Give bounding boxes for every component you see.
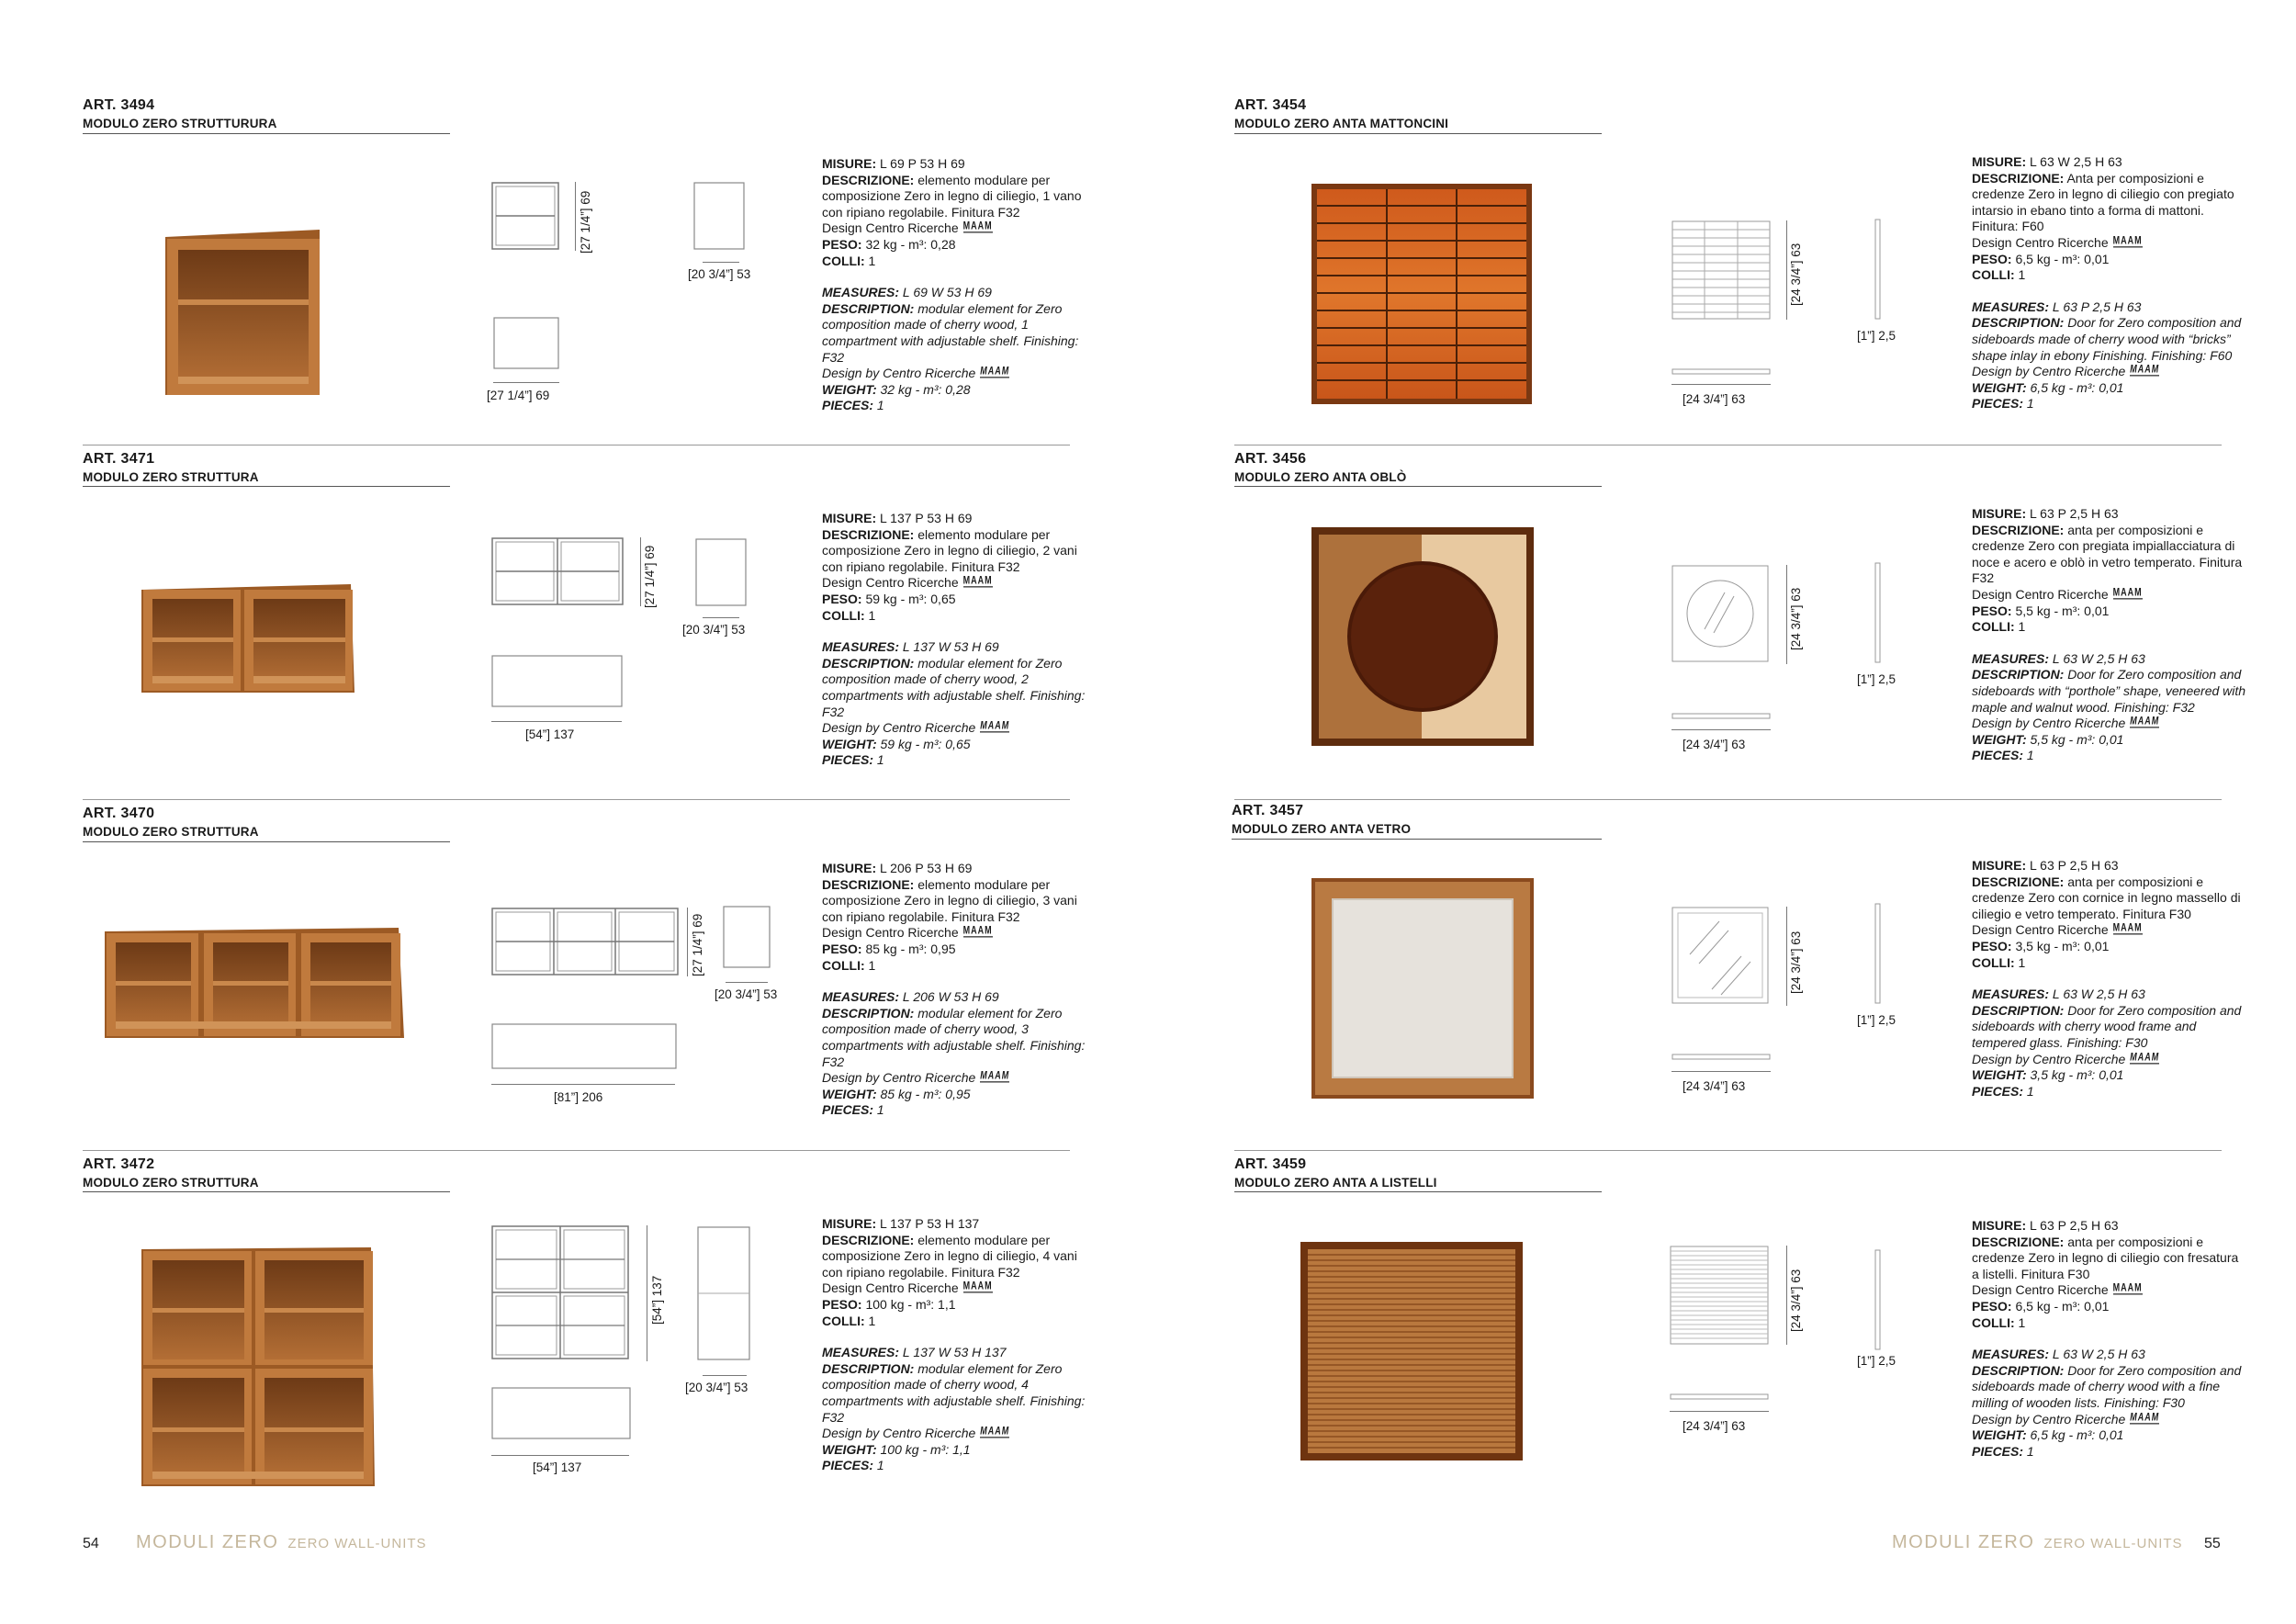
- maam-logo: MAAM: [962, 574, 993, 587]
- width-dim-line: [1671, 1071, 1771, 1072]
- article-code: ART. 3456: [1234, 451, 1307, 467]
- article-name: MODULO ZERO STRUTTURA: [83, 1176, 259, 1190]
- maam-logo: MAAM: [2112, 586, 2143, 599]
- product-photo: [1300, 1242, 1523, 1460]
- plan-view-drawing: [1671, 712, 1773, 721]
- article-name: MODULO ZERO ANTA OBLÒ: [1234, 470, 1407, 484]
- article-code: ART. 3454: [1234, 97, 1307, 113]
- front-elevation-drawing: [1671, 565, 1771, 664]
- front-elevation-drawing: [491, 1225, 631, 1361]
- maam-logo: MAAM: [962, 924, 993, 937]
- depth-dimension: [20 3/4”] 53: [682, 623, 746, 637]
- plan-view-drawing: [493, 317, 559, 370]
- side-elevation-drawing: [723, 906, 772, 970]
- product-photo: [1311, 527, 1534, 746]
- header-rule: [1234, 133, 1602, 134]
- article-name: MODULO ZERO ANTA VETRO: [1232, 822, 1412, 836]
- footer-left: [136, 1532, 427, 1553]
- article-name: MODULO ZERO STRUTTURA: [83, 825, 259, 839]
- side-elevation-drawing: [693, 182, 747, 251]
- maam-logo: MAAM: [2130, 715, 2160, 727]
- depth-dim-line: [703, 617, 739, 618]
- width-dimension: [54”] 137: [525, 727, 575, 741]
- depth-dim-line: [703, 1375, 747, 1376]
- article-name: MODULO ZERO ANTA MATTONCINI: [1234, 117, 1449, 130]
- footer-right: [1892, 1532, 2183, 1553]
- description-block: MISURE: L 69 P 53 H 69 DESCRIZIONE: elemento modulare per composizione Zero in legno di ciliegio, 1 vano con ripiano regolabile. Finitura F32 Design Centro Ricerche MAAM PESO: 32 kg - m³: 0,28 COLLI: 1 MEASURES: L 69 W 53 H 69 DESCRIPTION: modular element for Zero composition made of cherry wood, 1 compartment with adjustable shelf. Finishing: F32 Design by Centro Ricerche MAAM WEIGHT: 32 kg - m³: 0,28 PIECES: 1: [822, 156, 1082, 413]
- width-dim-line: [493, 382, 559, 383]
- maam-logo: MAAM: [2130, 363, 2160, 376]
- article-code: ART. 3494: [83, 97, 155, 113]
- width-dim-line: [491, 1455, 629, 1456]
- article-code: ART. 3457: [1232, 803, 1304, 818]
- depth-dim-line: [703, 262, 739, 263]
- article-name: MODULO ZERO STRUTTURURA: [83, 117, 277, 130]
- height-dimension: [54”] 137: [650, 1275, 664, 1325]
- product-photo: [1311, 184, 1532, 404]
- description-block: MISURE: L 63 P 2,5 H 63 DESCRIZIONE: anta per composizioni e credenze Zero con cornice in legno massello di ciliegio e vetro temperato. Finitura F30 Design Centro Ricerche MAAM PESO: 3,5 kg - m³: 0,01 COLLI: 1 MEASURES: L 63 W 2,5 H 63 DESCRIPTION: Door for Zero composition and sideboards with cherry wood frame and tempered glass. Finishing: F30 Design by Centro Ricerche MAAM WEIGHT: 3,5 kg - m³: 0,01 PIECES: 1: [1972, 858, 2242, 1099]
- side-elevation-drawing: [1874, 562, 1883, 665]
- side-elevation-drawing: [1874, 219, 1883, 321]
- article-code: ART. 3459: [1234, 1156, 1307, 1172]
- maam-logo: MAAM: [2130, 1050, 2160, 1063]
- footer-subtitle: ZERO WALL-UNITS: [2043, 1536, 2183, 1551]
- maam-logo: MAAM: [962, 1280, 993, 1292]
- height-dim-line: [640, 537, 641, 606]
- product-photo: [103, 928, 406, 1040]
- footer-subtitle: ZERO WALL-UNITS: [287, 1536, 427, 1551]
- height-dimension: [24 3/4”] 63: [1789, 242, 1803, 306]
- header-rule: [83, 133, 450, 134]
- plan-view-drawing: [491, 1387, 633, 1440]
- height-dim-line: [1786, 1246, 1787, 1345]
- front-elevation-drawing: [491, 537, 625, 606]
- width-dim-line: [491, 721, 622, 722]
- article-name: MODULO ZERO ANTA A LISTELLI: [1234, 1176, 1437, 1190]
- maam-logo: MAAM: [980, 719, 1010, 732]
- plan-view-drawing: [1670, 1393, 1771, 1402]
- header-rule: [1232, 839, 1602, 840]
- article-code: ART. 3470: [83, 806, 155, 821]
- maam-logo: MAAM: [2130, 1410, 2160, 1423]
- header-rule: [83, 841, 450, 842]
- height-dim-line: [1786, 220, 1787, 320]
- product-photo: [140, 584, 356, 694]
- front-elevation-drawing: [1670, 1246, 1771, 1347]
- depth-dim-line: [726, 982, 768, 983]
- side-elevation-drawing: [695, 538, 748, 607]
- width-dim-line: [1671, 729, 1771, 730]
- section-separator: [1234, 1150, 2222, 1151]
- height-dimension: [27 1/4”] 69: [691, 913, 704, 976]
- product-photo: [160, 230, 325, 402]
- maam-logo: MAAM: [2112, 234, 2143, 247]
- header-rule: [83, 1191, 450, 1192]
- article-name: MODULO ZERO STRUTTURA: [83, 470, 259, 484]
- maam-logo: MAAM: [980, 1425, 1010, 1438]
- front-elevation-drawing: [491, 182, 560, 251]
- width-dimension: [24 3/4”] 63: [1683, 1419, 1746, 1433]
- height-dimension: [24 3/4”] 63: [1789, 930, 1803, 994]
- footer-title: MODULI ZERO: [136, 1532, 279, 1552]
- article-code: ART. 3472: [83, 1156, 155, 1172]
- footer-title: MODULI ZERO: [1892, 1532, 2035, 1552]
- product-photo: [1311, 878, 1534, 1099]
- width-dim-line: [491, 1084, 675, 1085]
- maam-logo: MAAM: [2112, 1281, 2143, 1294]
- front-elevation-drawing: [1671, 907, 1771, 1006]
- maam-logo: MAAM: [2112, 921, 2143, 934]
- width-dimension: [24 3/4”] 63: [1683, 392, 1746, 406]
- front-elevation-drawing: [1671, 220, 1773, 321]
- maam-logo: MAAM: [962, 220, 993, 232]
- depth-dimension: [1”] 2,5: [1857, 672, 1896, 686]
- depth-dimension: [20 3/4”] 53: [685, 1381, 748, 1394]
- width-dimension: [27 1/4”] 69: [487, 389, 550, 402]
- width-dimension: [24 3/4”] 63: [1683, 738, 1746, 751]
- depth-dimension: [1”] 2,5: [1857, 1354, 1896, 1368]
- article-code: ART. 3471: [83, 451, 155, 467]
- width-dim-line: [1670, 1411, 1769, 1412]
- plan-view-drawing: [1671, 367, 1773, 377]
- height-dim-line: [1786, 565, 1787, 664]
- page-number-left: 54: [83, 1536, 99, 1551]
- depth-dimension: [20 3/4”] 53: [715, 987, 778, 1001]
- maam-logo: MAAM: [980, 365, 1010, 378]
- side-elevation-drawing: [1874, 903, 1883, 1006]
- section-separator: [1234, 799, 2222, 800]
- description-block: MISURE: L 63 P 2,5 H 63 DESCRIZIONE: anta per composizioni e credenze Zero con pregiata impiallacciatura di noce e acero e oblò in vetro temperato. Finitura F32 Design Centro Ricerche MAAM PESO: 5,5 kg - m³: 0,01 COLLI: 1 MEASURES: L 63 W 2,5 H 63 DESCRIPTION: Door for Zero composition and sideboards with “porthole” shape, veneered with maple and walnut wood. Finishing: F32 Design by Centro Ricerche MAAM WEIGHT: 5,5 kg - m³: 0,01 PIECES: 1: [1972, 506, 2246, 763]
- side-elevation-drawing: [1874, 1249, 1883, 1352]
- width-dimension: [81”] 206: [554, 1090, 603, 1104]
- height-dim-line: [1786, 907, 1787, 1006]
- header-rule: [1234, 486, 1602, 487]
- description-block: MISURE: L 206 P 53 H 69 DESCRIZIONE: elemento modulare per composizione Zero in legno di ciliegio, 3 vani con ripiano regolabile. Finitura F32 Design Centro Ricerche MAAM PESO: 85 kg - m³: 0,95 COLLI: 1 MEASURES: L 206 W 53 H 69 DESCRIPTION: modular element for Zero composition made of cherry wood, 3 compartments with adjustable shelf. Finishing: F32 Design by Centro Ricerche MAAM WEIGHT: 85 kg - m³: 0,95 PIECES: 1: [822, 861, 1086, 1118]
- height-dimension: [24 3/4”] 63: [1789, 1269, 1803, 1332]
- section-separator: [83, 799, 1070, 800]
- section-separator: [83, 1150, 1070, 1151]
- depth-dimension: [1”] 2,5: [1857, 329, 1896, 343]
- side-elevation-drawing: [697, 1226, 752, 1362]
- description-block: MISURE: L 63 P 2,5 H 63 DESCRIZIONE: anta per composizioni e credenze Zero in legno di ciliegio con fresatura a listelli. Finitura F30 Design Centro Ricerche MAAM PESO: 6,5 kg - m³: 0,01 COLLI: 1 MEASURES: L 63 W 2,5 H 63 DESCRIPTION: Door for Zero composition and sideboards made of cherry wood with a fine milling of wooden lists. Finishing: F30 Design by Centro Ricerche MAAM WEIGHT: 6,5 kg - m³: 0,01 PIECES: 1: [1972, 1218, 2242, 1459]
- maam-logo: MAAM: [980, 1069, 1010, 1082]
- header-rule: [1234, 1191, 1602, 1192]
- page-number-right: 55: [2204, 1536, 2221, 1551]
- header-rule: [83, 486, 450, 487]
- description-block: MISURE: L 137 P 53 H 69 DESCRIZIONE: elemento modulare per composizione Zero in legno di ciliegio, 2 vani con ripiano regolabile. Finitura F32 Design Centro Ricerche MAAM PESO: 59 kg - m³: 0,65 COLLI: 1 MEASURES: L 137 W 53 H 69 DESCRIPTION: modular element for Zero composition made of cherry wood, 2 compartments with adjustable shelf. Finishing: F32 Design by Centro Ricerche MAAM WEIGHT: 59 kg - m³: 0,65 PIECES: 1: [822, 511, 1086, 768]
- height-dim-line: [687, 908, 688, 976]
- width-dim-line: [1671, 384, 1771, 385]
- product-photo: [140, 1247, 377, 1488]
- height-dimension: [27 1/4”] 69: [579, 190, 592, 254]
- plan-view-drawing: [491, 655, 624, 708]
- depth-dimension: [1”] 2,5: [1857, 1013, 1896, 1027]
- height-dimension: [27 1/4”] 69: [643, 545, 657, 608]
- width-dimension: [54”] 137: [533, 1460, 582, 1474]
- height-dim-line: [575, 182, 576, 251]
- front-elevation-drawing: [491, 908, 679, 976]
- plan-view-drawing: [1671, 1053, 1773, 1062]
- description-block: MISURE: L 137 P 53 H 137 DESCRIZIONE: elemento modulare per composizione Zero in legno di ciliegio, 4 vani con ripiano regolabile. Finitura F32 Design Centro Ricerche MAAM PESO: 100 kg - m³: 1,1 COLLI: 1 MEASURES: L 137 W 53 H 137 DESCRIPTION: modular element for Zero composition made of cherry wood, 4 compartments with adjustable shelf. Finishing: F32 Design by Centro Ricerche MAAM WEIGHT: 100 kg - m³: 1,1 PIECES: 1: [822, 1216, 1086, 1473]
- depth-dimension: [20 3/4”] 53: [688, 267, 751, 281]
- width-dimension: [24 3/4”] 63: [1683, 1079, 1746, 1093]
- height-dimension: [24 3/4”] 63: [1789, 587, 1803, 650]
- plan-view-drawing: [491, 1023, 677, 1071]
- description-block: MISURE: L 63 W 2,5 H 63 DESCRIZIONE: Anta per composizioni e credenze Zero in legno di ciliegio con pregiato intarsio in ebano tinto a forma di mattoni. Finitura: F60 Design Centro Ricerche MAAM PESO: 6,5 kg - m³: 0,01 COLLI: 1 MEASURES: L 63 P 2,5 H 63 DESCRIPTION: Door for Zero composition and sideboards made of cherry wood with “bricks” shape inlay in ebony Finishing. Finishing: F60 Design by Centro Ricerche MAAM WEIGHT: 6,5 kg - m³: 0,01 PIECES: 1: [1972, 154, 2242, 412]
